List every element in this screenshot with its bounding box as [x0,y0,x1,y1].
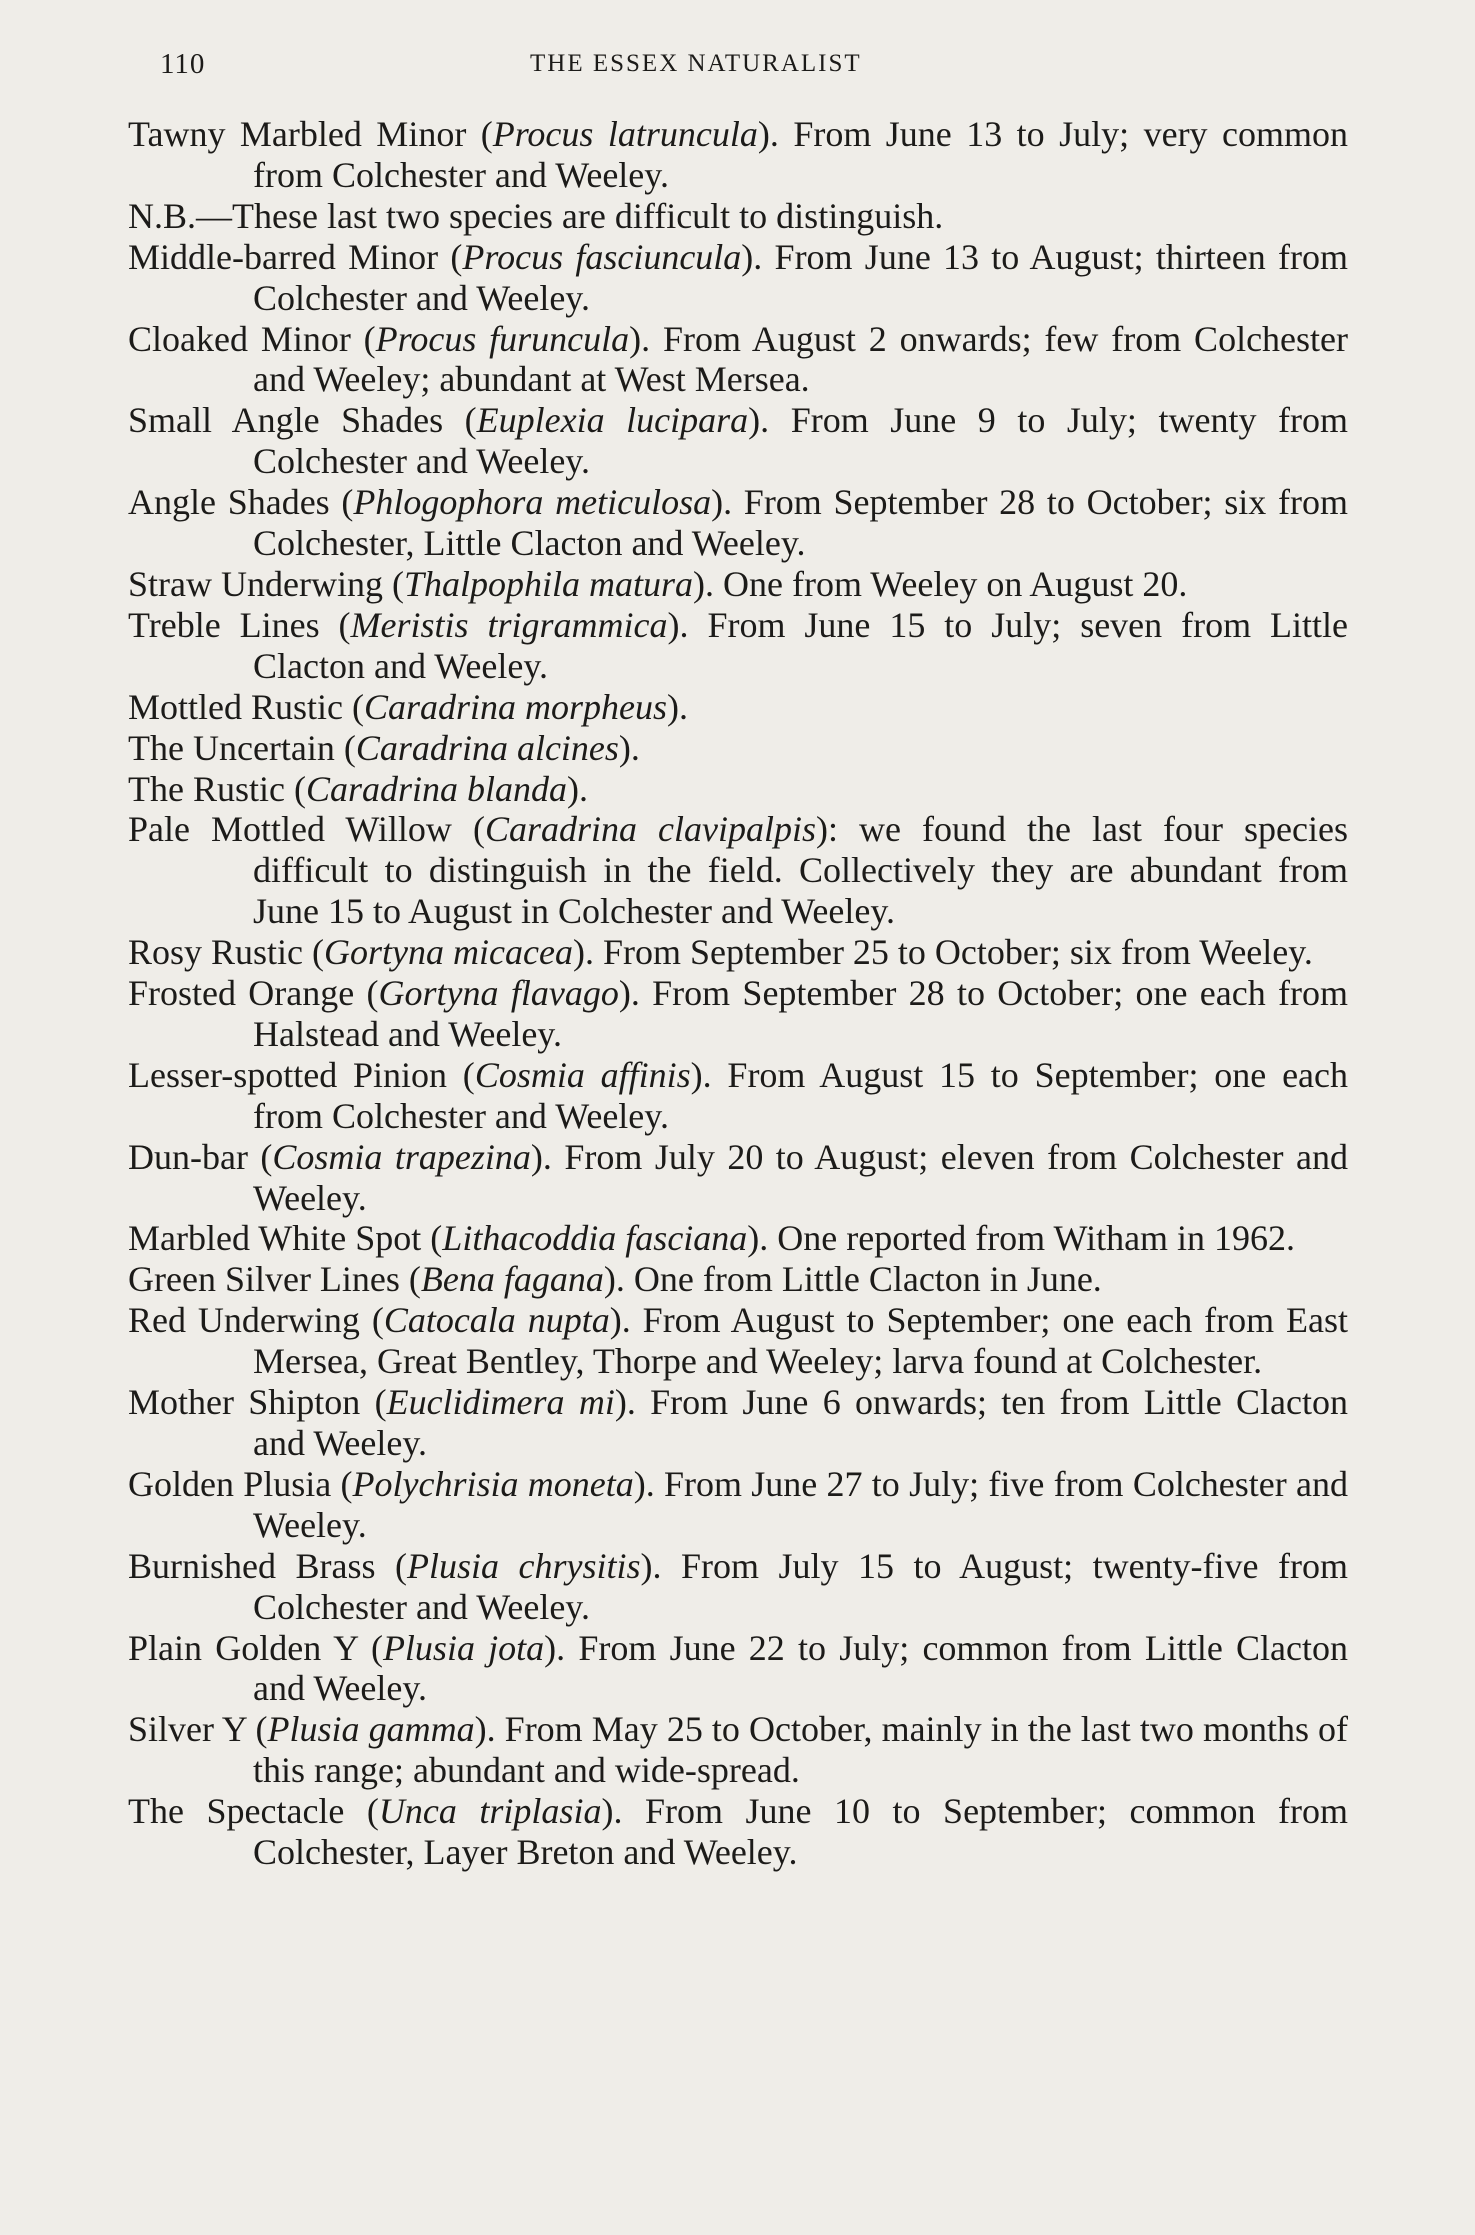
species-entry: Lesser-spotted Pinion (Cosmia affinis). From August 15 to September; one each from Colchester and Weeley. [128,1054,1349,1136]
common-name: Rosy Rustic [128,932,304,973]
entry-text: From September 28 to October; one each from Halstead and Weeley. [253,973,1348,1054]
common-name: Middle-barred Minor [128,236,439,277]
latin-name: Plusia jota [382,1627,545,1668]
entry-text: From July 15 to August; twenty-five from Colchester and Weeley. [253,1545,1349,1627]
entry-text: One from Weeley on August 20. [723,563,1188,604]
latin-name: Polychrisia moneta [352,1463,634,1504]
species-entry: Golden Plusia (Polychrisia moneta). From June 27 to July; five from Colchester and Weeley. [128,1463,1349,1545]
common-name: Angle Shades [128,482,330,523]
latin-name: Unca triplasia [378,1791,602,1832]
page-header [160,48,1340,92]
common-name: N.B. [128,195,197,236]
common-name: Golden Plusia [128,1463,332,1504]
species-entry: Burnished Brass (Plusia chrysitis). From July 15 to August; twenty-five from Colchester and Weeley. [128,1545,1349,1627]
species-entry: Treble Lines (Meristis trigrammica). From June 15 to July; seven from Little Clacton and Weeley. [128,604,1349,686]
entry-text: From June 9 to July; twenty from Colchester and Weeley. [253,400,1348,482]
latin-name: Meristis trigrammica [350,604,668,645]
species-entry: Red Underwing (Catocala nupta). From August to September; one each from East Mersea, Great Bentley, Thorpe and Weeley; larva found at Colchester. [128,1300,1348,1382]
latin-name: Procus fasciuncula [462,236,742,277]
latin-name: Phlogophora meticulosa [353,482,712,523]
latin-name: Gortyna micacea [324,932,573,973]
entry-text: One reported from Witham in 1962. [777,1218,1296,1259]
entry-text: From August 15 to September; one each from Colchester and Weeley. [253,1054,1349,1136]
common-name: Pale Mottled Willow [128,809,452,850]
entry-text: From June 13 to July; very common from Colchester and Weeley. [253,114,1348,195]
common-name: Frosted Orange [128,973,355,1014]
species-entry: Middle-barred Minor (Procus fasciuncula). From June 13 to August; thirteen from Colchester and Weeley. [128,236,1348,318]
latin-name: Euplexia lucipara [476,400,749,441]
latin-name: Caradrina clavipalpis [484,809,816,850]
entry-text: From May 25 to October, mainly in the last two months of this range; abundant and wide-spread. [253,1709,1349,1791]
entry-text: From June 6 onwards; ten from Little Clacton and Weeley. [253,1382,1348,1463]
entry-text: From September 25 to October; six from Weeley. [602,932,1313,973]
latin-name: Catocala nupta [383,1300,610,1341]
species-entry: The Rustic (Caradrina blanda). [128,768,589,809]
species-entry: The Uncertain (Caradrina alcines). [128,727,640,768]
species-entry: Mother Shipton (Euclidimera mi). From June 6 onwards; ten from Little Clacton and Weeley. [128,1382,1348,1463]
entry-text: From August 2 onwards; few from Colchester and Weeley; abundant at West Mersea. [253,318,1349,400]
entry-text: From September 28 to October; six from Colchester, Little Clacton and Weeley. [253,482,1348,564]
common-name: Silver Y [128,1709,247,1750]
latin-name: Lithacoddia fasciana [442,1218,748,1259]
common-name: Small Angle Shades [128,400,444,441]
species-entry: Cloaked Minor (Procus furuncula). From August 2 onwards; few from Colchester and Weeley; abundant at West Mersea. [128,318,1349,400]
common-name: Cloaked Minor [128,318,351,359]
common-name: The Uncertain [128,727,335,768]
latin-name: Caradrina blanda [305,768,568,809]
common-name: Mother Shipton [128,1382,361,1423]
entry-text: we found the last four species difficult to distinguish in the field. Collectively they are abundant from June 15 to August in Colchester and Weeley. [253,809,1348,932]
species-entry: Dun-bar (Cosmia trapezina). From July 20 to August; eleven from Colchester and Weeley. [128,1136,1348,1218]
latin-name: Plusia chrysitis [407,1545,641,1586]
entry-text: From July 20 to August; eleven from Colchester and Weeley. [253,1136,1348,1218]
common-name: Tawny Marbled Minor [128,114,467,154]
species-entry: Mottled Rustic (Caradrina morpheus). [128,686,689,727]
common-name: Straw Underwing [128,563,383,604]
species-entry: Pale Mottled Willow (Caradrina clavipalpis): we found the last four species difficult to distinguish in the field. Collectively they are abundant from June 15 to August in Colchester and Weeley. [128,809,1348,932]
common-name: Green Silver Lines [128,1259,400,1300]
entry-text: From June 10 to September; common from Colchester, Layer Breton and Weeley. [253,1791,1349,1873]
latin-name: Gortyna flavago [378,973,619,1014]
species-entry: Angle Shades (Phlogophora meticulosa). From September 28 to October; six from Colchester, Little Clacton and Weeley. [128,482,1348,564]
species-entry: Marbled White Spot (Lithacoddia fasciana). One reported from Witham in 1962. [128,1218,1296,1259]
species-entry: Frosted Orange (Gortyna flavago). From September 28 to October; one each from Halstead and Weeley. [128,973,1348,1054]
common-name: Dun-bar [128,1136,248,1177]
latin-name: Caradrina morpheus [364,686,668,727]
common-name: The Spectacle [128,1791,345,1832]
species-entry: Green Silver Lines (Bena fagana). One from Little Clacton in June. [128,1259,1102,1300]
common-name: Lesser-spotted Pinion [128,1054,448,1095]
latin-name: Thalpophila matura [403,563,693,604]
latin-name: Cosmia trapezina [272,1136,531,1177]
species-list [128,114,1348,1873]
entry-text: From June 27 to July; five from Colchester and Weeley. [253,1463,1349,1545]
common-name: Burnished Brass [128,1545,376,1586]
common-name: Mottled Rustic [128,686,343,727]
species-entry: Small Angle Shades (Euplexia lucipara). From June 9 to July; twenty from Colchester and Weeley. [128,400,1348,482]
species-entry: Straw Underwing (Thalpophila matura). One from Weeley on August 20. [128,563,1188,604]
latin-name: Plusia gamma [267,1709,475,1750]
species-entry [128,196,1348,237]
entry-text: From August to September; one each from East Mersea, Great Bentley, Thorpe and Weeley; larva found at Colchester. [253,1300,1348,1382]
latin-name: Caradrina alcines [355,727,619,768]
entry-text: —These last two species are difficult to distinguish. [196,195,944,236]
latin-name: Euclidimera mi [386,1382,615,1423]
species-entry: Silver Y (Plusia gamma). From May 25 to October, mainly in the last two months of this range; abundant and wide-spread. [128,1709,1349,1791]
species-entry: Tawny Marbled Minor (Procus latruncula). From June 13 to July; very common from Colchester and Weeley. [128,114,1348,195]
entry-text: From June 13 to August; thirteen from Colchester and Weeley. [253,236,1348,318]
common-name: Marbled White Spot [128,1218,422,1259]
common-name: Red Underwing [128,1300,360,1341]
entry-text: From June 15 to July; seven from Little Clacton and Weeley. [253,604,1349,686]
latin-name: Cosmia affinis [474,1054,691,1095]
species-entry: The Spectacle (Unca triplasia). From June 10 to September; common from Colchester, Layer Breton and Weeley. [128,1791,1349,1873]
latin-name: Procus furuncula [375,318,630,359]
species-entry: Plain Golden Y (Plusia jota). From June 22 to July; common from Little Clacton and Weeley. [128,1627,1348,1709]
page-number: 110 [160,48,206,80]
species-entry: Rosy Rustic (Gortyna micacea). From September 25 to October; six from Weeley. [128,932,1313,973]
latin-name: Procus latruncula [492,114,758,154]
entry-text: From June 22 to July; common from Little Clacton and Weeley. [253,1627,1348,1709]
entry-text: One from Little Clacton in June. [633,1259,1102,1300]
common-name: Treble Lines [128,604,320,645]
common-name: The Rustic [128,768,285,809]
running-head: THE ESSEX NATURALIST [530,50,862,77]
latin-name: Bena fagana [420,1259,604,1300]
common-name: Plain Golden Y [128,1627,358,1668]
